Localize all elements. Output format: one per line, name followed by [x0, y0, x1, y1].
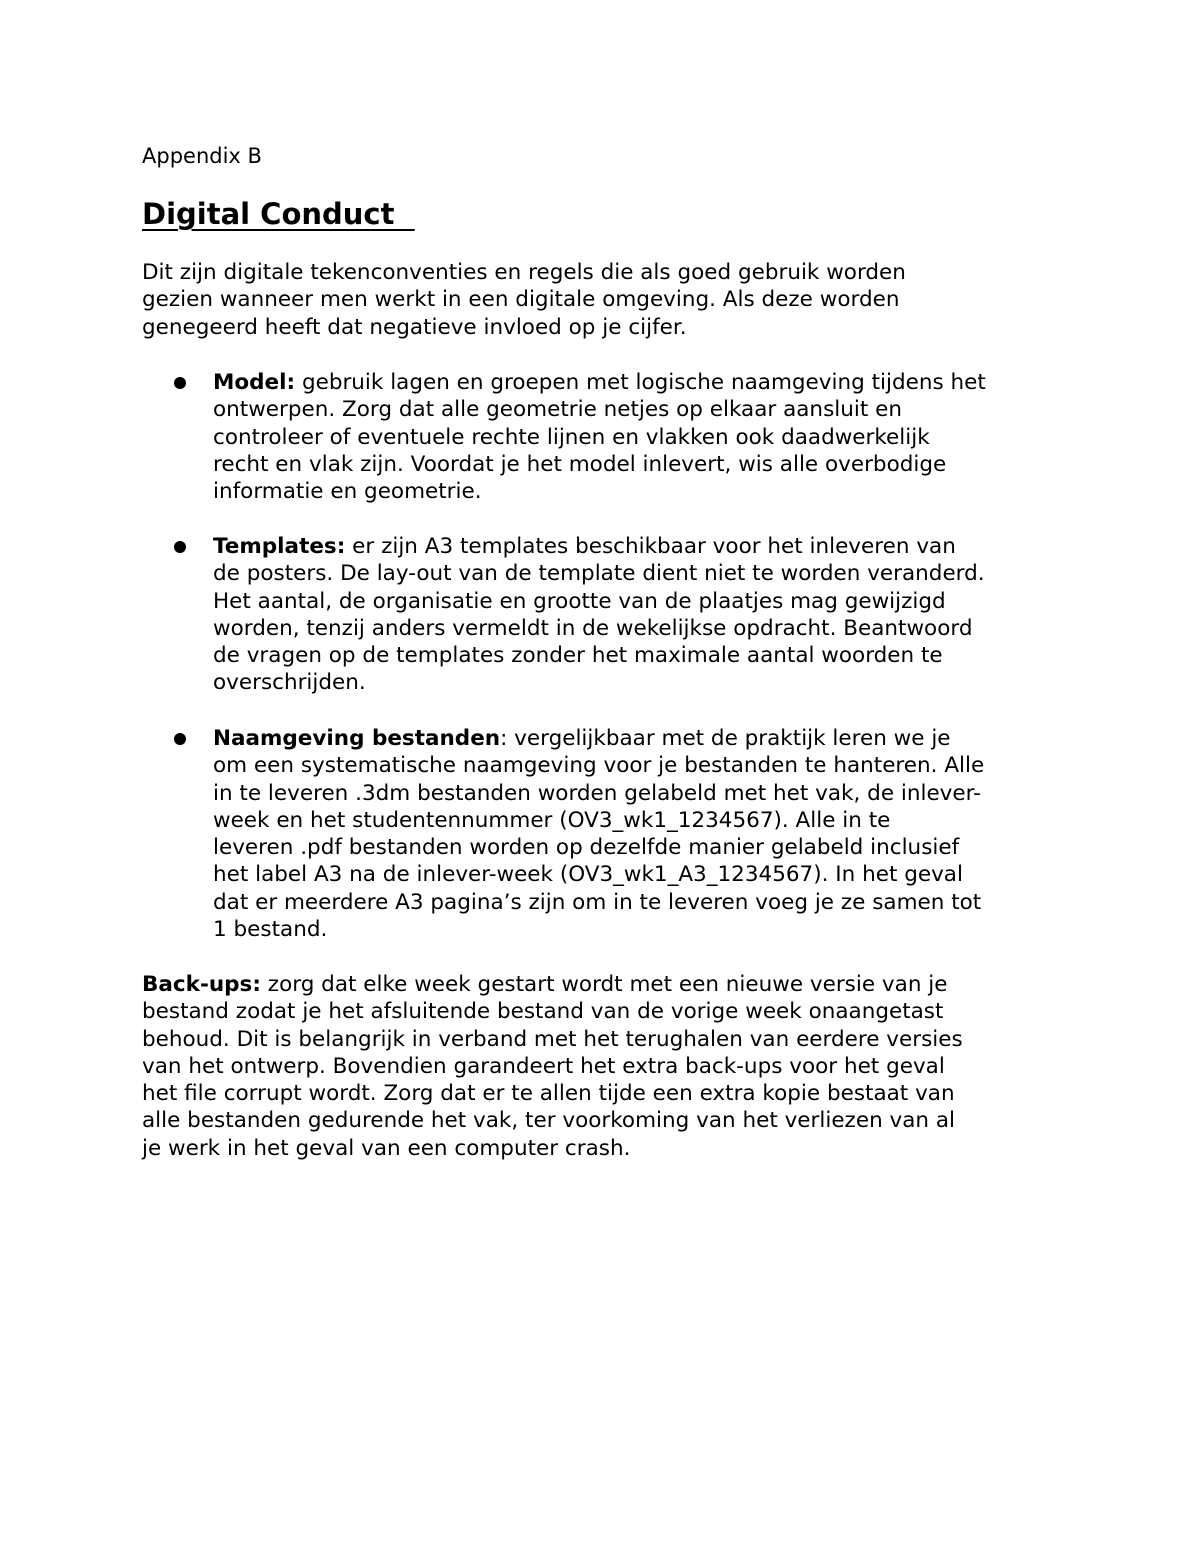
bullet-first-line-text: gebruik lagen en groepen met logische naamgeving tijdens het — [295, 370, 986, 395]
page-title: Digital Conduct — [142, 197, 415, 231]
bullet-line: Het aantal, de organisatie en grootte van de plaatjes mag gewijzigd — [213, 588, 946, 614]
backups-paragraph — [142, 971, 1102, 1162]
bullet-first-line-text: er zijn A3 templates beschikbaar voor het inleveren van — [345, 534, 956, 559]
backups-first-line — [142, 971, 1102, 998]
bullet-line: worden, tenzij anders vermeldt in de wekelijkse opdracht. Beantwoord — [213, 615, 973, 641]
intro-line: Dit zijn digitale tekenconventies en regels die als goed gebruik worden — [142, 260, 906, 285]
appendix-label: Appendix B — [142, 144, 262, 168]
bullet-first-line-text: : vergelijkbaar met de praktijk leren we je — [500, 726, 951, 751]
bullet-line: ontwerpen. Zorg dat alle geometrie netjes op elkaar aansluit en — [213, 397, 902, 423]
backups-line: behoud. Dit is belangrijk in verband met het terughalen van eerdere versies — [142, 1026, 963, 1052]
backups-line: van het ontwerp. Bovendien garandeert het extra back-ups voor het geval — [142, 1053, 945, 1079]
bullet-term: Model: — [213, 370, 296, 395]
intro-line: genegeerd heeft dat negatieve invloed op je cijfer. — [142, 314, 687, 340]
bullet-text — [213, 533, 1113, 697]
bullet-term: Naamgeving bestanden — [213, 726, 501, 751]
bullet-line: overschrijden. — [213, 670, 366, 696]
intro-paragraph — [142, 259, 1042, 341]
bullet-line: recht en vlak zijn. Voordat je het model inlevert, wis alle overbodige — [213, 451, 947, 477]
bullet-first-line — [213, 533, 1113, 560]
backups-line: alle bestanden gedurende het vak, ter voorkoming van het verliezen van al — [142, 1108, 956, 1134]
bullet-text — [213, 725, 1113, 943]
backups-line: bestand zodat je het afsluitende bestand van de vorige week onaangetast — [142, 999, 944, 1025]
backups-line: het file corrupt wordt. Zorg dat er te allen tijde een extra kopie bestaat van — [142, 1081, 955, 1107]
bullet-line: informatie en geometrie. — [213, 479, 482, 505]
bullet-first-line — [213, 369, 1113, 396]
bullet-dot-icon — [174, 733, 186, 745]
bullet-line: 1 bestand. — [213, 917, 328, 943]
backups-first-line-text: zorg dat elke week gestart wordt met een nieuwe versie van je — [260, 972, 948, 997]
bullet-line: de posters. De lay-out van de template dient niet te worden veranderd. — [213, 561, 985, 587]
backups-line: je werk in het geval van een computer crash. — [142, 1135, 631, 1161]
bullet-dot-icon — [174, 541, 186, 553]
bullet-dot-icon — [174, 377, 186, 389]
bullet-line: leveren .pdf bestanden worden op dezelfde manier gelabeld inclusief — [213, 835, 960, 861]
bullet-term: Templates: — [213, 534, 346, 559]
bullet-line: dat er meerdere A3 pagina’s zijn om in te leveren voeg je ze samen tot — [213, 889, 982, 915]
bullet-line: in te leveren .3dm bestanden worden gelabeld met het vak, de inlever- — [213, 780, 981, 806]
bullet-line: de vragen op de templates zonder het maximale aantal woorden te — [213, 643, 943, 669]
bullet-line: het label A3 na de inlever-week (OV3_wk1_A3_1234567). In het geval — [213, 862, 963, 888]
bullet-line: controleer of eventuele rechte lijnen en vlakken ook daadwerkelijk — [213, 424, 930, 450]
bullet-first-line — [213, 725, 1113, 752]
bullet-line: week en het studentennummer (OV3_wk1_1234567). Alle in te — [213, 807, 891, 833]
bullet-text — [213, 369, 1113, 505]
backups-term: Back-ups: — [142, 972, 261, 997]
intro-line: gezien wanneer men werkt in een digitale omgeving. Als deze worden — [142, 287, 900, 313]
bullet-line: om een systematische naamgeving voor je bestanden te hanteren. Alle — [213, 753, 985, 779]
